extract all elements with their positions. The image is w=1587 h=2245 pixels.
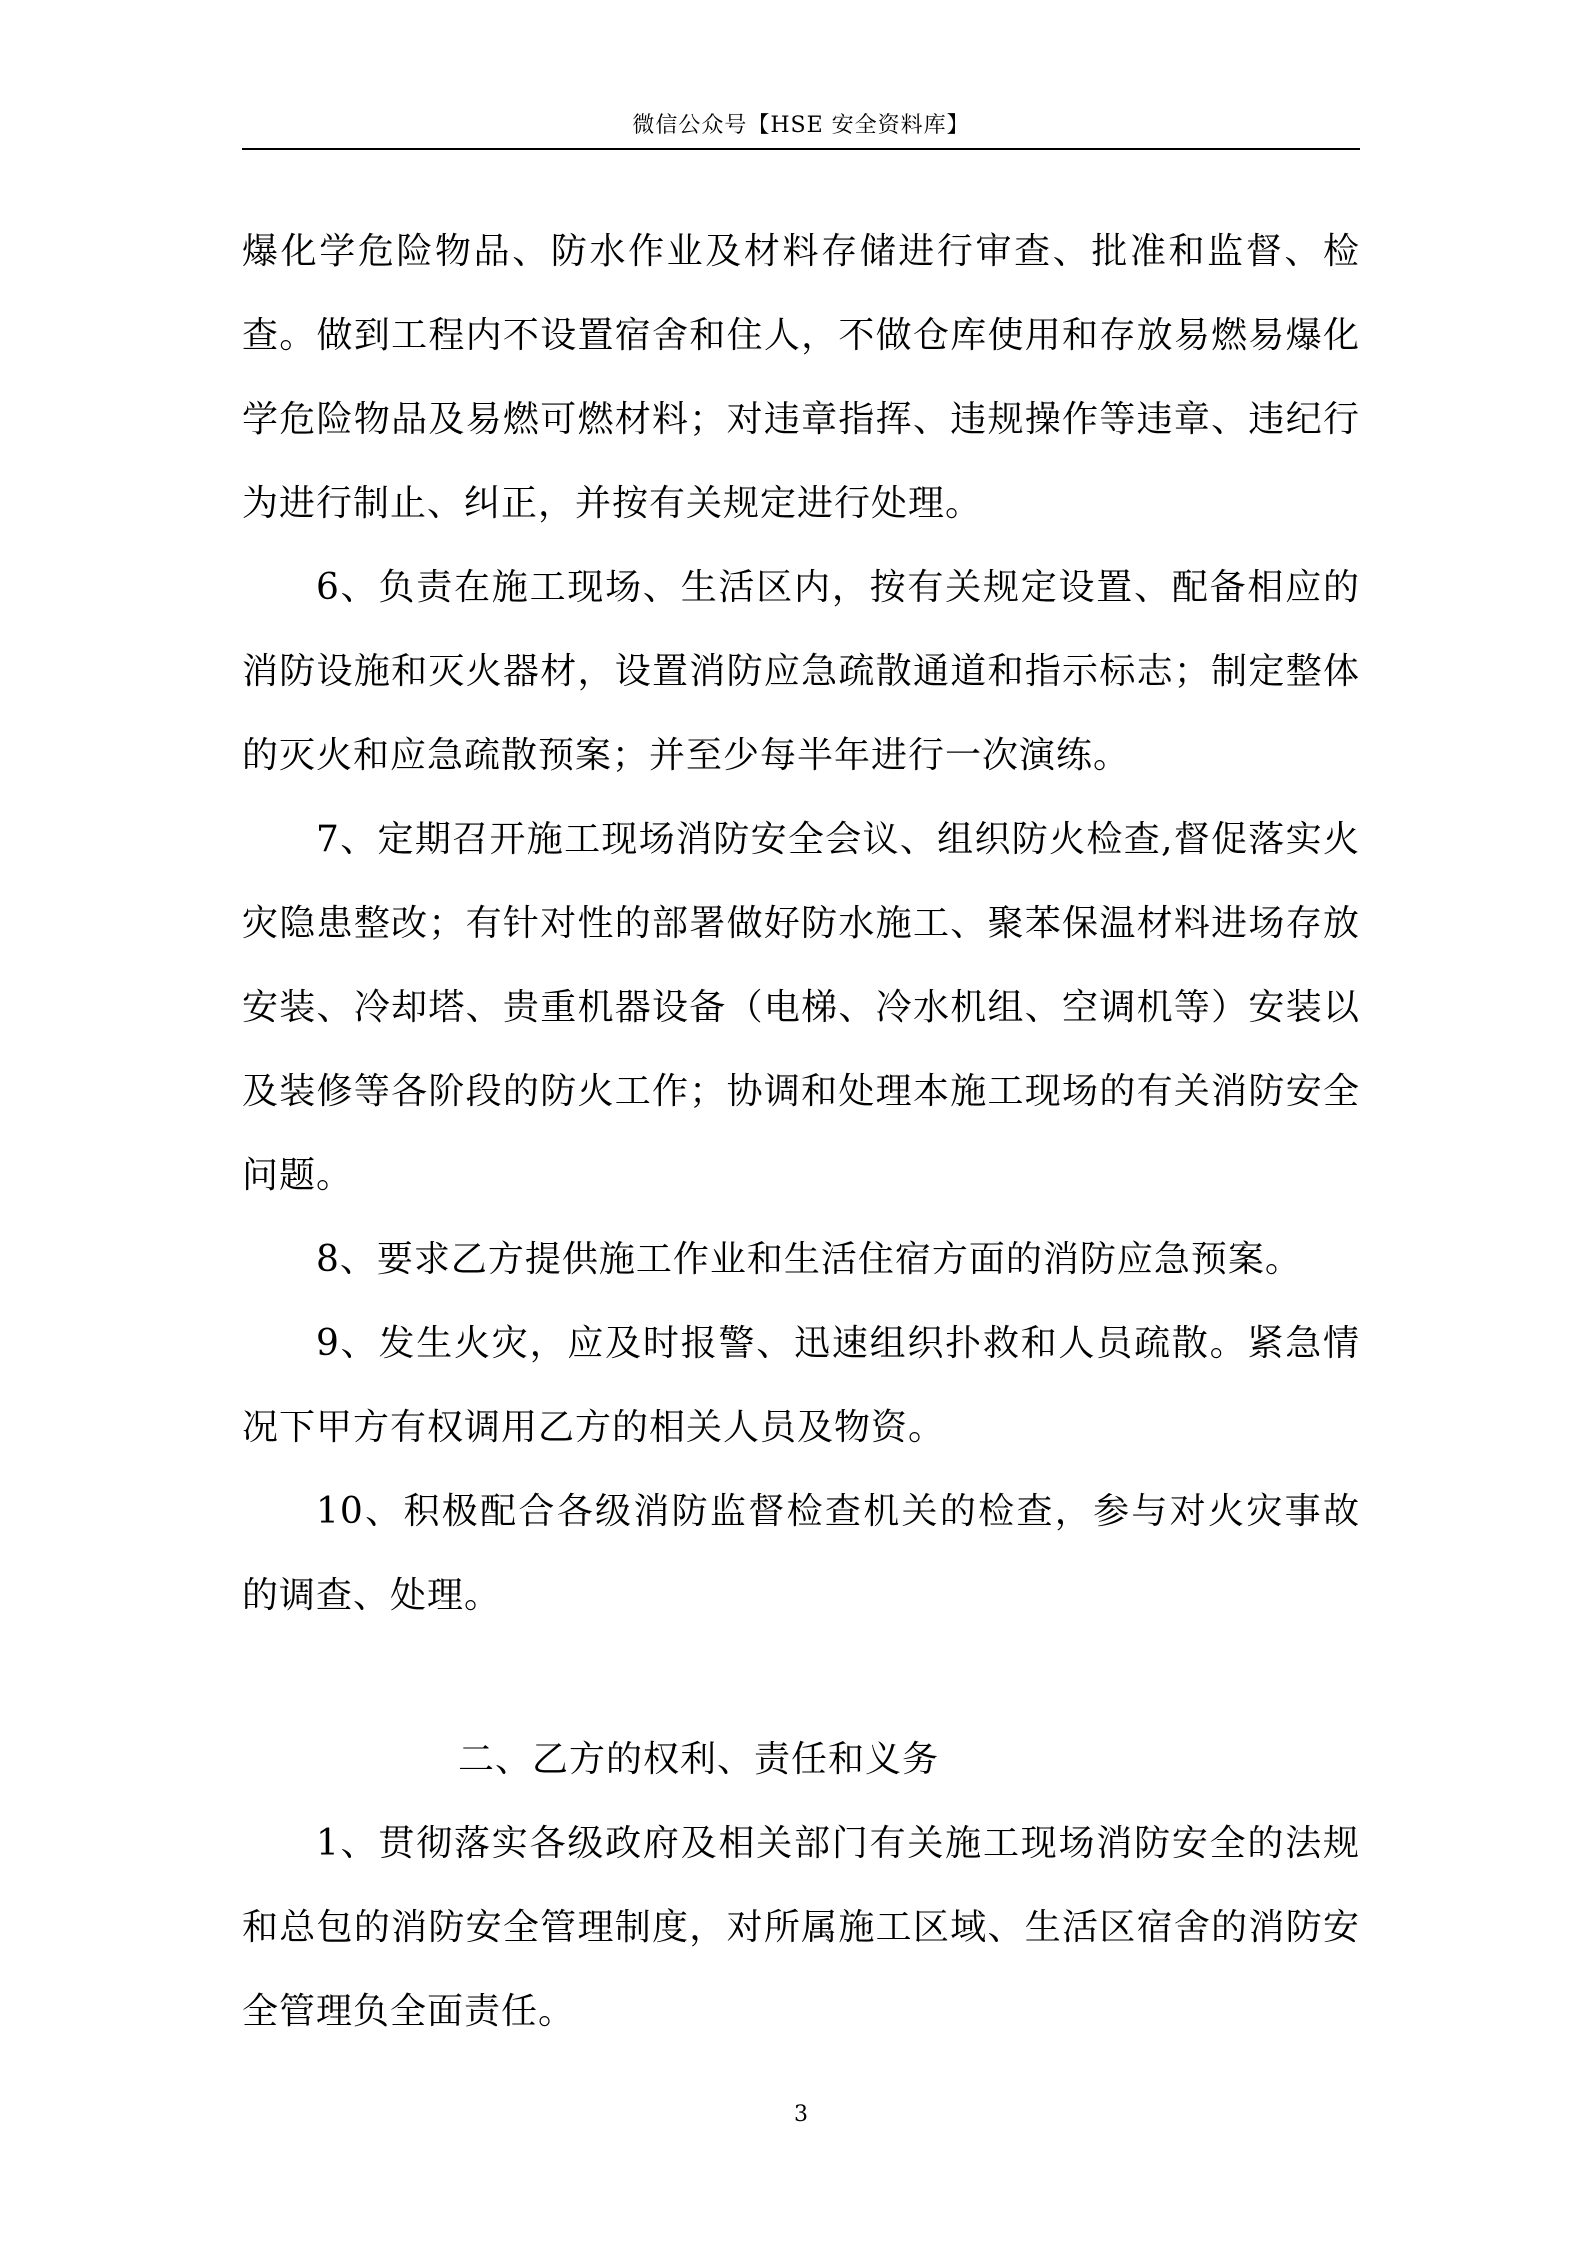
page-number: 3 bbox=[794, 2102, 808, 2127]
paragraph-item-9: 9、发生火灾，应及时报警、迅速组织扑救和人员疏散。紧急情况下甲方有权调用乙方的相关人员及物资。 bbox=[242, 1323, 1360, 1448]
document-body bbox=[242, 210, 1360, 2054]
paragraph-item-7: 7、定期召开施工现场消防安全会议、组织防火检查,督促落实火灾隐患整改；有针对性的部署做好防水施工、聚苯保温材料进场存放安装、冷却塔、贵重机器设备（电梯、冷水机组、空调机等）安装以及装修等各阶段的防火工作；协调和处理本施工现场的有关消防安全问题。 bbox=[242, 819, 1360, 1196]
paragraph-item-8: 8、要求乙方提供施工作业和生活住宿方面的消防应急预案。 bbox=[316, 1239, 1302, 1280]
paragraph-item-6: 6、负责在施工现场、生活区内，按有关规定设置、配备相应的消防设施和灭火器材，设置消防应急疏散通道和指示标志；制定整体的灭火和应急疏散预案；并至少每半年进行一次演练。 bbox=[242, 567, 1360, 776]
paragraph-item-10: 10、积极配合各级消防监督检查机关的检查，参与对火灾事故的调查、处理。 bbox=[242, 1491, 1360, 1616]
page-header: 微信公众号【HSE 安全资料库】 bbox=[632, 113, 970, 138]
section-paragraph-1: 1、贯彻落实各级政府及相关部门有关施工现场消防安全的法规和总包的消防安全管理制度，对所属施工区域、生活区宿舍的消防安全管理负全面责任。 bbox=[242, 1823, 1360, 2032]
header-rule bbox=[242, 148, 1360, 150]
paragraph-continued: 爆化学危险物品、防水作业及材料存储进行审查、批准和监督、检查。做到工程内不设置宿舍和住人，不做仓库使用和存放易燃易爆化学危险物品及易燃可燃材料；对违章指挥、违规操作等违章、违纪行为进行制止、纠正，并按有关规定进行处理。 bbox=[242, 231, 1360, 524]
section-heading: 二、乙方的权利、责任和义务 bbox=[458, 1739, 940, 1780]
